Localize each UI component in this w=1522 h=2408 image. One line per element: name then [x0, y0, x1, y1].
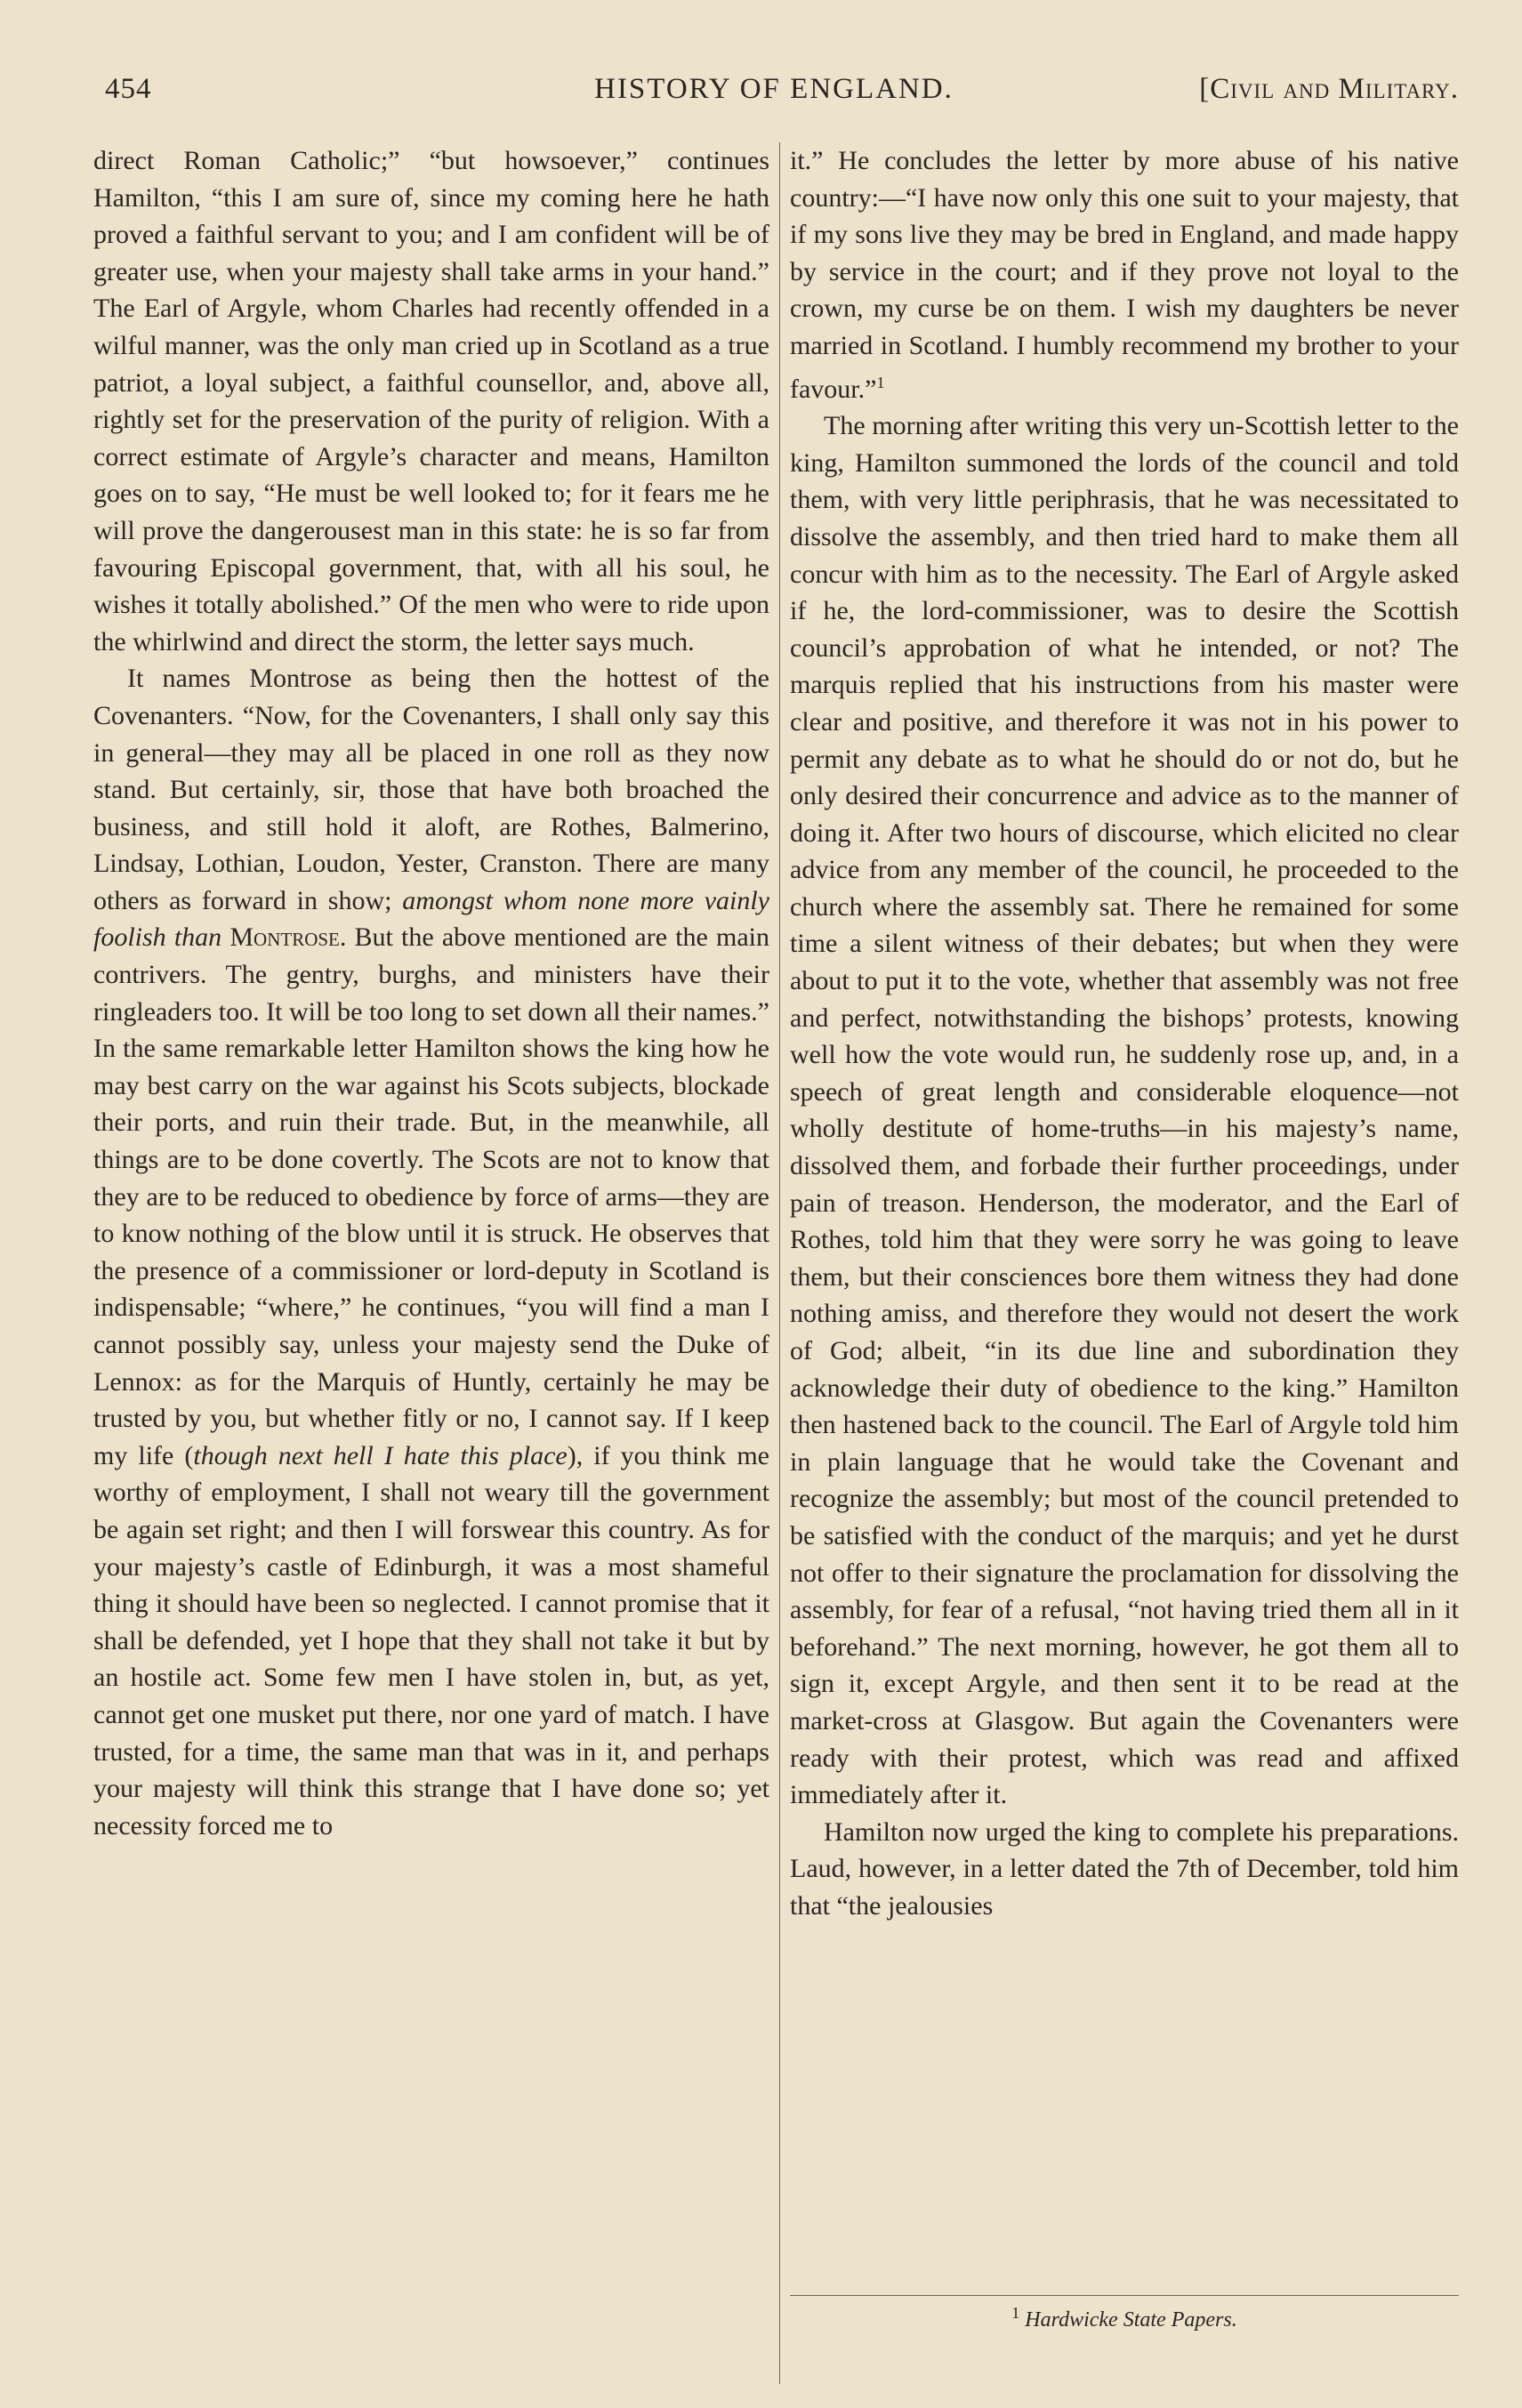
- right-column: [790, 142, 1459, 1925]
- footnote: [790, 2304, 1459, 2332]
- column-divider: [779, 142, 780, 2384]
- running-header: [89, 73, 1459, 117]
- paragraph: The morning after writing this very un-Scottish letter to the king, Hamilton summoned the lords of the council and told them, with very little periphrasis, that he was necessitated to dissolve the assembly, and then tried hard to make them all concur with him as to the necessity. The Earl of Argyle asked if he, the lord-commissioner, was to desire the Scottish council’s approbation of what he intended, or not? The marquis replied that his instructions from his master were clear and positive, and therefore it was not in his power to permit any debate as to what he should do or not do, but he only desired their concurrence and advice as to the manner of doing it. After two hours of discourse, which elicited no clear advice from any member of the council, he proceeded to the church where the assembly sat. There he remained for some time a silent witness of their debates; but when they were about to put it to the vote, whether that assembly was not free and perfect, notwithstanding the bishops’ protests, knowing well how the vote would run, he suddenly rose up, and, in a speech of great length and considerable eloquence—not wholly destitute of home-truths—in his majesty’s name, dissolved them, and forbade their further proceedings, under pain of treason. Henderson, the moderator, and the Earl of Rothes, told him that they were sorry he was going to leave them, but their consciences bore them witness they had done nothing amiss, and therefore they would not desert the work of God; albeit, “in its due line and subordination they acknowledge their duty of obedience to the king.” Hamilton then hastened back to the council. The Earl of Argyle told him in plain language that he would take the Covenant and recognize the assembly; but most of the council pretended to be satisfied with the conduct of the marquis; and yet he durst not offer to their signature the proclamation for dissolving the assembly, for fear of a refusal, “not having tried them all in it beforehand.” The next morning, however, he got them all to sign it, except Argyle, and then sent it to be read at the market-cross at Glasgow. But again the Covenanters were ready with their protest, which was read and affixed immediately after it.: [790, 411, 1459, 1810]
- footnote-text: Hardwicke State Papers.: [1025, 2308, 1237, 2331]
- left-column: [93, 142, 769, 1844]
- paragraph: direct Roman Catholic;” “but howsoever,” continues Hamilton, “this I am sure of, since my coming here he hath proved a faithful servant to you; and I am confident will be of greater use, when your majesty shall take arms in your hand.” The Earl of Argyle, whom Charles had recently offended in a wilful manner, was the only man cried up in Scotland as a true patriot, a loyal subject, a faithful counsellor, and, above all, rightly set for the preservation of the purity of religion. With a correct estimate of Argyle’s character and means, Hamilton goes on to say, “He must be well looked to; for it fears me he will prove the dangerousest man in this state: he is so far from favouring Episcopal government, that, with all his soul, he wishes it totally abolished.” Of the men who were to ride upon the whirlwind and direct the storm, the letter says much.: [93, 146, 769, 656]
- footnote-reference[interactable]: 1: [876, 373, 885, 391]
- paragraph: Hamilton now urged the king to complete his preparations. Laud, however, in a letter dated the 7th of December, told him that “the jealousies: [790, 1816, 1459, 1921]
- paragraph: It names Montrose as being then the hottest of the Covenanters. “Now, for the Covenanters, I shall only say this in general—they may all be placed in one roll as they now stand. But certainly, sir, those that have both broached the business, and still hold it aloft, are Rothes, Balmerino, Lindsay, Lothian, Loudon, Yester, Cranston. There are many others as forward in show; amongst whom none more vainly foolish than Montrose. But the above mentioned are the main contrivers. The gentry, burghs, and ministers have their ringleaders too. It will be too long to set down all their names.” In the same remarkable letter Hamilton shows the king how he may best carry on the war against his Scots subjects, blockade their ports, and ruin their trade. But, in the meanwhile, all things are to be done covertly. The Scots are not to know that they are to be reduced to obedience by force of arms—they are to know nothing of the blow until it is struck. He observes that the presence of a commissioner or lord-deputy in Scotland is indispensable; “where,” he continues, “you will find a man I cannot possibly say, unless your majesty send the Duke of Lennox: as for the Marquis of Huntly, certainly he may be trusted by you, but whether fitly or no, I cannot say. If I keep my life (though next hell I hate this place), if you think me worthy of employment, I shall not weary till the government be again set right; and then I will forswear this country. As for your majesty’s castle of Edinburgh, it was a most shameful thing it should have been so neglected. I cannot promise that it shall be defended, yet I hope that they shall not take it but by an hostile act. Some few men I have stolen in, but, as yet, cannot get one musket put there, nor one yard of match. I have trusted, for a time, the same man that was in it, and perhaps your majesty will think this strange that I have done so; yet necessity forced me to: [93, 664, 770, 1840]
- section-label: [Civil and Military.: [1199, 73, 1459, 105]
- book-title: HISTORY OF ENGLAND.: [594, 73, 954, 105]
- footnote-marker: 1: [1011, 2304, 1020, 2322]
- paragraph: it.” He concludes the letter by more abuse of his native country:—“I have now only this one suit to your majesty, that if my sons live they may be bred in England, and made happy by service in the court; and if they prove not loyal to the crown, my curse be on them. I wish my daughters be never married in Scotland. I humbly recommend my brother to your favour.”$^1$: [790, 146, 1459, 404]
- page-number: 454: [105, 73, 152, 105]
- footnote-divider: [790, 2295, 1459, 2296]
